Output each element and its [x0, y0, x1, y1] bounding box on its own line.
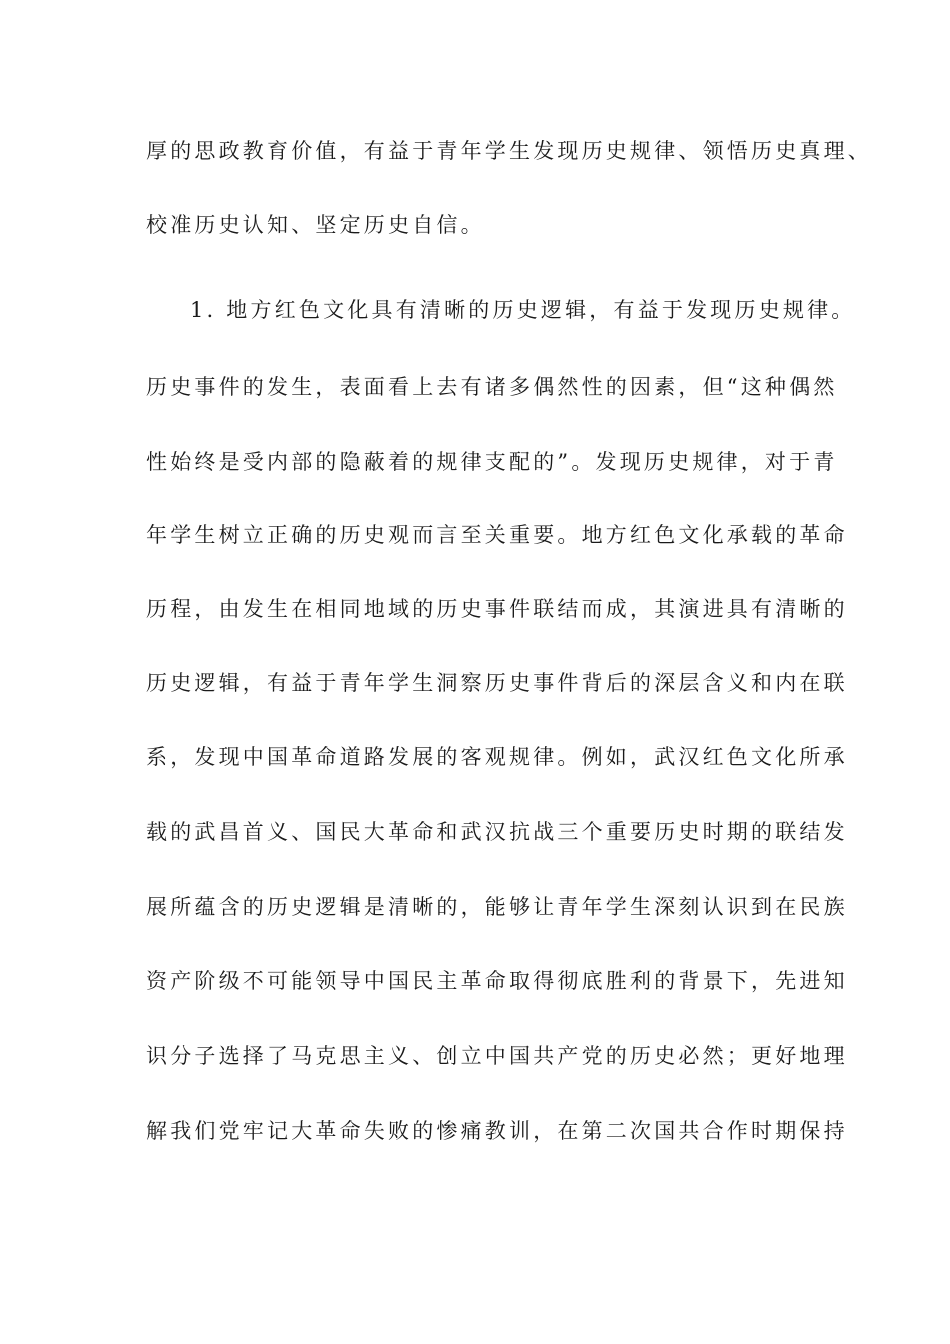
text-line: 系，发现中国革命道路发展的客观规律。例如，武汉红色文化所承 [146, 745, 848, 769]
text-line: 历史逻辑，有益于青年学生洞察历史事件背后的深层含义和内在联 [146, 671, 848, 695]
text-line: 历史事件的发生，表面看上去有诸多偶然性的因素，但“这种偶然 [146, 375, 838, 399]
paragraph-heading: 1. 地方红色文化具有清晰的历史逻辑，有益于发现历史规律。 [190, 298, 856, 322]
text-line: 年学生树立正确的历史观而言至关重要。地方红色文化承载的革命 [146, 523, 848, 547]
text-line: 解我们党牢记大革命失败的惨痛教训，在第二次国共合作时期保持 [146, 1119, 848, 1143]
text-line: 识分子选择了马克思主义、创立中国共产党的历史必然；更好地理 [146, 1044, 848, 1068]
text-line: 校准历史认知、坚定历史自信。 [146, 213, 485, 237]
text-line: 载的武昌首义、国民大革命和武汉抗战三个重要历史时期的联结发 [146, 820, 848, 844]
text-line: 历程，由发生在相同地域的历史事件联结而成，其演进具有清晰的 [146, 597, 848, 621]
text-line: 资产阶级不可能领导中国民主革命取得彻底胜利的背景下，先进知 [146, 969, 848, 993]
text-line: 展所蕴含的历史逻辑是清晰的，能够让青年学生深刻认识到在民族 [146, 895, 848, 919]
text-line: 厚的思政教育价值，有益于青年学生发现历史规律、领悟历史真理、 [146, 139, 872, 163]
text-line: 性始终是受内部的隐蔽着的规律支配的”。发现历史规律，对于青 [146, 450, 838, 474]
